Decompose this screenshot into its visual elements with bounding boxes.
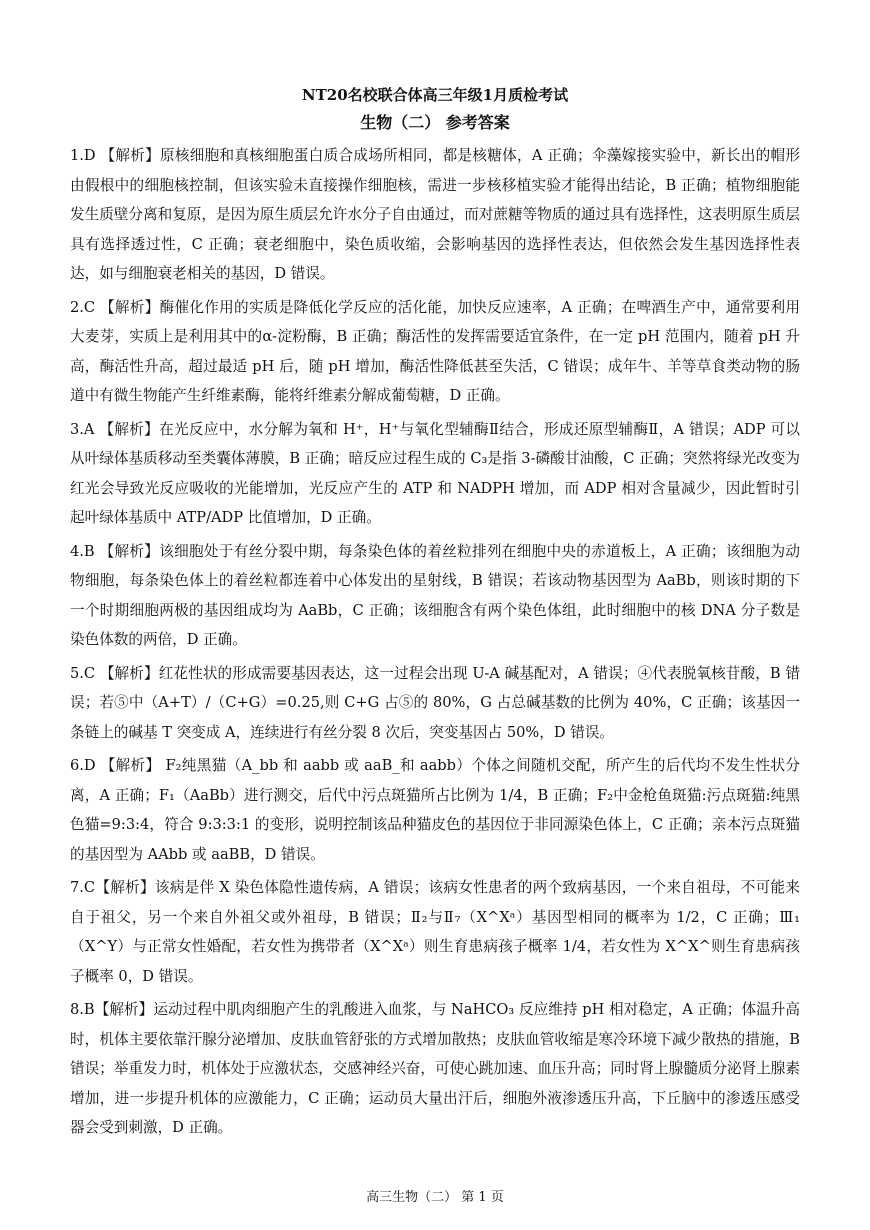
answer-item — [70, 995, 800, 1143]
answer-label: 6.D 【解析】 — [70, 757, 161, 774]
answer-label: 7.C【解析】 — [70, 879, 155, 896]
answer-label: 8.B【解析】 — [70, 1001, 154, 1018]
answer-item — [70, 141, 800, 289]
answer-text: 在光反应中，水分解为氧和 H⁺，H⁺与氧化型辅酶Ⅱ结合，形成还原型辅酶Ⅱ，A 错误；ADP 可以从叶绿体基质移动至类囊体薄膜，B 正确；暗反应过程生成的 C₃是指 3-磷酸甘油酸，C 正确；突然将绿光改变为红光会导致光反应吸收的光能增加，光反应产生的 ATP 和 NADPH 增加，而 ADP 相对含量减少，因此暂时引起叶绿体基质中 ATP/ADP 比值增加，D 正确。 — [70, 420, 800, 526]
document-title: NT20名校联合体高三年级1月质检考试 — [301, 86, 569, 104]
answer-text: 原核细胞和真核细胞蛋白质合成场所相同，都是核糖体，A 正确；伞藻嫁接实验中，新长出的帽形由假根中的细胞核控制，但该实验未直接操作细胞核，需进一步核移植实验才能得出结论，B 正确；植物细胞能发生质壁分离和复原，是因为原生质层允许水分子自由通过，而对蔗糖等物质的通过具有选择性，这表明原生质层具有选择透过性，C 正确；衰老细胞中，染色质收缩，会影响基因的选择性表达，但依然会发生基因选择性表达，如与细胞衰老相关的基因，D 错误。 — [70, 147, 800, 282]
answer-label: 5.C 【解析】 — [70, 664, 159, 682]
answer-item — [70, 873, 800, 991]
answer-text: 运动过程中肌肉细胞产生的乳酸进入血浆，与 NaHCO₃ 反应维持 pH 相对稳定，A 正确；体温升高时，机体主要依靠汗腺分泌增加、皮肤血管舒张的方式增加散热；皮肤血管收缩是寒冷环境下减少散热的措施，B 错误；举重发力时，机体处于应激状态，交感神经兴奋，可使心跳加速、血压升高；同时肾上腺髓质分泌肾上腺素增加，进一步提升机体的应激能力，C 正确；运动员大量出汗后，细胞外液渗透压升高，下丘脑中的渗透压感受器会受到刺激，D 正确。 — [70, 1001, 801, 1136]
document-subtitle: 生物（二） 参考答案 — [360, 113, 510, 132]
answer-text: 酶催化作用的实质是降低化学反应的活化能，加快反应速率，A 正确；在啤酒生产中，通常要利用大麦芽，实质上是利用其中的α-淀粉酶，B 正确；酶活性的发挥需要适宜条件，在一定 pH 范围内，随着 pH 升高，酶活性升高，超过最适 pH 后，随 pH 增加，酶活性降低甚至失活，C 错误；成年牛、羊等草食类动物的肠道中有微生物能产生纤维素酶，能将纤维素分解成葡萄糖，D 正确。 — [70, 298, 800, 404]
answer-label: 3.A 【解析】 — [70, 420, 160, 438]
answer-item — [70, 293, 800, 411]
answer-label: 1.D 【解析】 — [70, 147, 161, 164]
page-footer: 高三生物（二） 第 1 页 — [366, 1190, 504, 1205]
answer-item — [70, 415, 800, 533]
answer-text: 红花性状的形成需要基因表达，这一过程会出现 U-A 碱基配对，A 错误；④代表脱氧核苷酸，B 错误；若⑤中（A+T）/（C+G）=0.25,则 C+G 占⑤的 80%，G 占总碱基数的比例为 40%，C 正确；该基因一条链上的碱基 T 突变成 A，连续进行有丝分裂 8 次后，突变基因占 50%，D 错误。 — [70, 664, 800, 741]
answer-text: 该细胞处于有丝分裂中期，每条染色体的着丝粒排列在细胞中央的赤道板上，A 正确；该细胞为动物细胞，每条染色体上的着丝粒都连着中心体发出的星射线，B 错误；若该动物基因型为 AaBb，则该时期的下一个时期细胞两极的基因组成均为 AaBb，C 正确；该细胞含有两个染色体组，此时细胞中的核 DNA 分子数是染色体数的两倍，D 正确。 — [70, 542, 800, 648]
answer-text: 该病是伴 X 染色体隐性遗传病，A 错误；该病女性患者的两个致病基因，一个来自祖母，不可能来自于祖父，另一个来自外祖父或外祖母，B 错误；Ⅱ₂与Ⅱ₇（X^Xᵃ）基因型相同的概率为 1/2，C 正确；Ⅲ₁（X^Y）与正常女性婚配，若女性为携带者（X^Xᵃ）则生育患病孩子概率 1/4，若女性为 X^X^则生育患病孩子概率 0，D 错误。 — [70, 879, 800, 985]
answer-item — [70, 537, 800, 655]
answer-item — [70, 751, 800, 869]
answer-label: 2.C 【解析】 — [70, 298, 160, 316]
answer-item — [70, 659, 800, 748]
answer-text: F₂纯黑猫（A_bb 和 aabb 或 aaB_和 aabb）个体之间随机交配，所产生的后代均不发生性状分离，A 正确；F₁（AaBb）进行测交，后代中污点斑猫所占比例为 1/4，B 正确；F₂中金枪鱼斑猫:污点斑猫:纯黑色猫=9:3:4，符合 9:3:3:1 的变形，说明控制该品种猫皮色的基因位于非同源染色体上，C 正确；亲本污点斑猫的基因型为 AAbb 或 aaBB，D 错误。 — [70, 757, 801, 863]
answer-list — [70, 141, 800, 1147]
answer-label: 4.B 【解析】 — [70, 542, 160, 560]
